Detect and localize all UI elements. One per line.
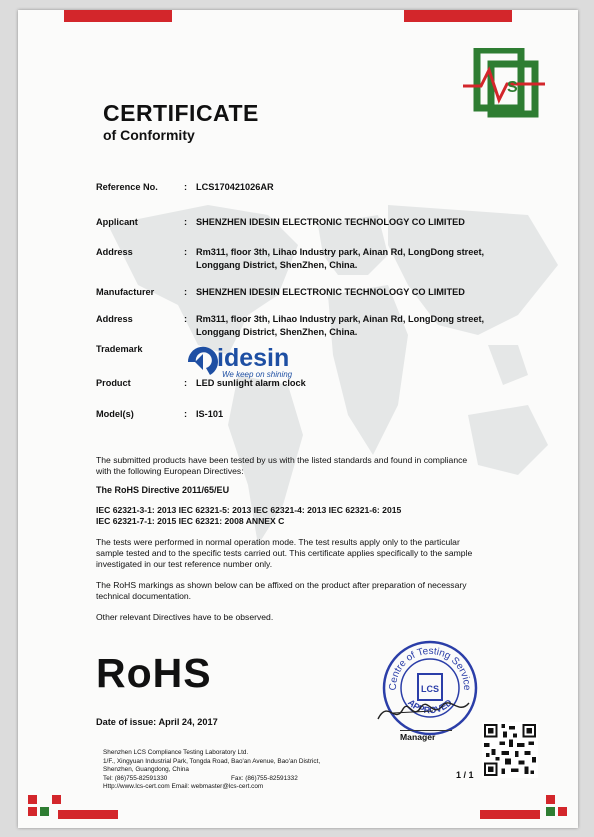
lab-fax: Fax: (86)755-82591332 — [231, 774, 298, 782]
field-value: LED sunlight alarm clock — [196, 378, 306, 388]
field-label: Product — [96, 378, 131, 388]
field-value-line: Longgang District, ShenZhen, China. — [196, 327, 358, 337]
field-label: Model(s) — [96, 409, 134, 419]
stamp-bottom-text: APPROVED — [406, 697, 454, 716]
field-value: LCS170421026AR — [196, 182, 274, 192]
field-label: Applicant — [96, 217, 138, 227]
stamp-center-text: LCS — [421, 684, 439, 694]
idesin-trademark-logo — [186, 342, 311, 380]
svg-text:S: S — [507, 79, 518, 96]
markings-paragraph: The RoHS markings as shown below can be affixed on the product after preparation of necessary technical documentation. — [96, 580, 467, 601]
field-label: Address — [96, 314, 133, 324]
trademark-name: idesin — [217, 344, 290, 372]
lab-address-line2: Shenzhen, Guangdong, China — [103, 766, 189, 774]
certificate-page: S CERTIFICATE of Conformity Reference No. : LCS170421026AR Applicant : SHENZHEN IDESIN ELECTRONIC TECHNOLOGY CO LIMITED Address : Rm311, floor 3th, Lihao Industry park, Ainan Rd, LongDong street, Longgang District, ShenZhen, China. Manufacturer : SHENZHEN IDESIN ELECTRONIC TECHNOLOGY CO LIMITED Address : Rm311, floor 3th, Lihao Industry park, Ainan Rd, LongDong street, Longgang District, ShenZhen, China. Trademark idesin We keep on shining Product : LED sunlight alarm clock Model(s) : IS-101 The submitted products have been tested by us with the listed standards and found in compliance with the following European Directives: The RoHS Directive 2011/65/EU IEC 62321-3-1: 2013 IEC 62321-5: 2013 IEC 62321-4: 2013 IEC 62321-6: 2015 IEC 62321-7-1: 2015 IEC 62321: 2008 ANNEX C The tests were performed in normal operation mode. The test results apply only to the particular sample tested and to the specific tests carried out. This certificate applies specifically to the sample investigated in our test reference number only. The RoHS markings as shown below can be affixed on the product after preparation of necessary technical documentation. Other relevant Directives have to be observed. RoHS Centre of Testing Service APPROVED LCS Manager Date of issue: April 24, 2017 Shenzhen LCS Compliance Testing Laboratory Ltd. 1/F., Xingyuan Industrial Park, Tongda Road, Bao'an Avenue, Bao'an District, Shenzhen, Guangdong, China Tel: (86)755-82591330 Fax: (86)755-82591332 Http://www.lcs-cert.com Email: webmaster@lcs-cert.com 1 / 1 — [18, 10, 578, 828]
intro-paragraph: The submitted products have been tested by us with the listed standards and found in compliance with the following European Directives: — [96, 455, 468, 476]
field-value: SHENZHEN IDESIN ELECTRONIC TECHNOLOGY CO LIMITED — [196, 217, 465, 227]
lab-name: Shenzhen LCS Compliance Testing Laboratory Ltd. — [103, 749, 249, 756]
lab-web-email: Http://www.lcs-cert.com Email: webmaster@lcs-cert.com — [103, 783, 264, 791]
field-value-line: Rm311, floor 3th, Lihao Industry park, Ainan Rd, LongDong street, — [196, 247, 485, 257]
field-value: IS-101 — [196, 409, 224, 419]
tests-paragraph: The tests were performed in normal operation mode. The test results apply only to the particular sample tested and to the specific tests carried out. This certificate applies specifically to the sample investigated in our test reference number only. — [96, 537, 473, 569]
page-number: 1 / 1 — [456, 770, 474, 780]
lab-address-line1: 1/F., Xingyuan Industrial Park, Tongda Road, Bao'an Avenue, Bao'an District, — [103, 757, 321, 765]
field-label: Manufacturer — [96, 287, 155, 297]
trademark-slogan: We keep on shining — [222, 370, 293, 379]
field-label: Trademark — [96, 344, 143, 354]
issue-date: Date of issue: April 24, 2017 — [96, 717, 218, 727]
manager-label: Manager — [400, 730, 452, 742]
field-label: Reference No. — [96, 182, 158, 192]
rohs-mark: RoHS — [96, 650, 212, 696]
top-red-bar-left — [64, 10, 172, 22]
field-value: SHENZHEN IDESIN ELECTRONIC TECHNOLOGY CO LIMITED — [196, 287, 465, 297]
top-red-bar-right — [404, 10, 512, 22]
other-directives: Other relevant Directives have to be observed. — [96, 612, 274, 622]
lab-tel: Tel: (86)755-82591330 — [103, 774, 168, 782]
lab-info — [103, 749, 403, 792]
handwritten-signature — [373, 695, 473, 725]
certificate-subtitle: of Conformity — [103, 127, 195, 143]
lcs-logo — [463, 48, 545, 124]
directive-line: The RoHS Directive 2011/65/EU — [96, 485, 230, 495]
standards-list: IEC 62321-3-1: 2013 IEC 62321-5: 2013 IEC 62321-4: 2013 IEC 62321-6: 2015 IEC 62321-7-1: 2015 IEC 62321: 2008 ANNEX C — [96, 505, 402, 526]
field-value-line: Rm311, floor 3th, Lihao Industry park, Ainan Rd, LongDong street, — [196, 314, 485, 324]
stamp-top-text: Centre of Testing Service — [387, 645, 473, 691]
field-label: Address — [96, 247, 133, 257]
certificate-title: CERTIFICATE — [103, 100, 259, 126]
field-value-line: Longgang District, ShenZhen, China. — [196, 260, 358, 270]
qr-code — [482, 722, 538, 778]
